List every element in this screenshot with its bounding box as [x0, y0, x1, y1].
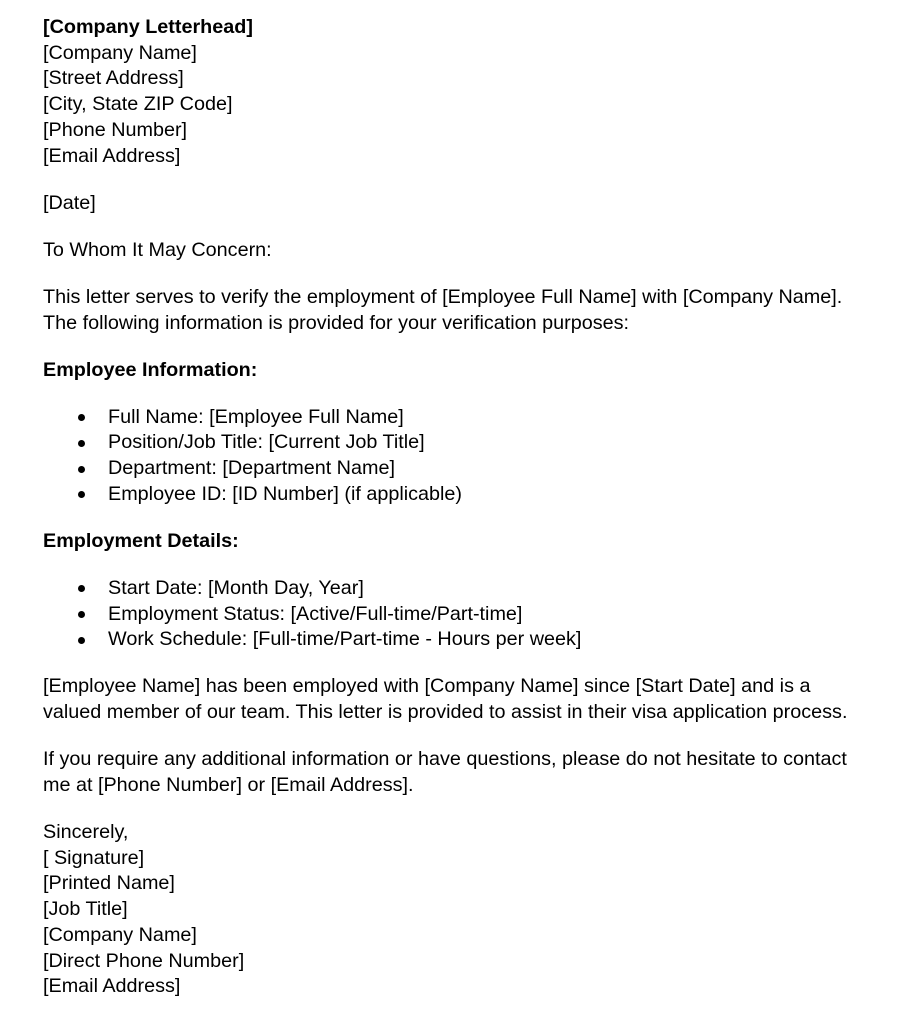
employee-info-list: [43, 405, 861, 508]
list-item-department: Department: [Department Name]: [43, 456, 861, 482]
employment-details-heading: Employment Details:: [43, 529, 239, 552]
employee-info-heading: Employee Information:: [43, 358, 258, 381]
contact-paragraph: If you require any additional information or have questions, please do not hesitate to contact me at [Phone Number] or [Email Address].: [43, 748, 847, 796]
direct-phone-line: [Direct Phone Number]: [43, 949, 245, 972]
signature-block: [43, 820, 861, 1000]
letterhead-phone-number: [Phone Number]: [43, 118, 188, 141]
printed-name-line: [Printed Name]: [43, 872, 175, 895]
list-item-employee-id: Employee ID: [ID Number] (if applicable): [43, 482, 861, 508]
company-name-line: [Company Name]: [43, 923, 197, 946]
job-title-line: [Job Title]: [43, 898, 128, 921]
list-item-work-schedule: Work Schedule: [Full-time/Part-time - Hours per week]: [43, 627, 861, 653]
intro-paragraph: This letter serves to verify the employment of [Employee Full Name] with [Company Name]. The following information is provided for your verification purposes:: [43, 285, 843, 334]
list-item-position: Position/Job Title: [Current Job Title]: [43, 430, 861, 456]
employment-details-list: [43, 576, 861, 653]
list-item-full-name: Full Name: [Employee Full Name]: [43, 405, 861, 431]
list-item-start-date: Start Date: [Month Day, Year]: [43, 576, 861, 602]
letterhead-city-state-zip: [City, State ZIP Code]: [43, 93, 233, 116]
closing-line: Sincerely,: [43, 821, 129, 844]
letterhead-title: [Company Letterhead]: [43, 16, 253, 38]
list-item-employment-status: Employment Status: [Active/Full-time/Part-time]: [43, 602, 861, 628]
letterhead-company-name: [Company Name]: [43, 41, 197, 64]
letterhead: [43, 15, 861, 169]
date-line: [Date]: [43, 191, 96, 214]
tenure-paragraph: [Employee Name] has been employed with [Company Name] since [Start Date] and is a valued member of our team. This letter is provided to assist in their visa application process.: [43, 675, 848, 724]
signature-line: [ Signature]: [43, 846, 145, 869]
email-address-line: [Email Address]: [43, 975, 181, 998]
letterhead-street-address: [Street Address]: [43, 67, 184, 90]
salutation: To Whom It May Concern:: [43, 238, 272, 261]
letterhead-email-address: [Email Address]: [43, 144, 181, 167]
